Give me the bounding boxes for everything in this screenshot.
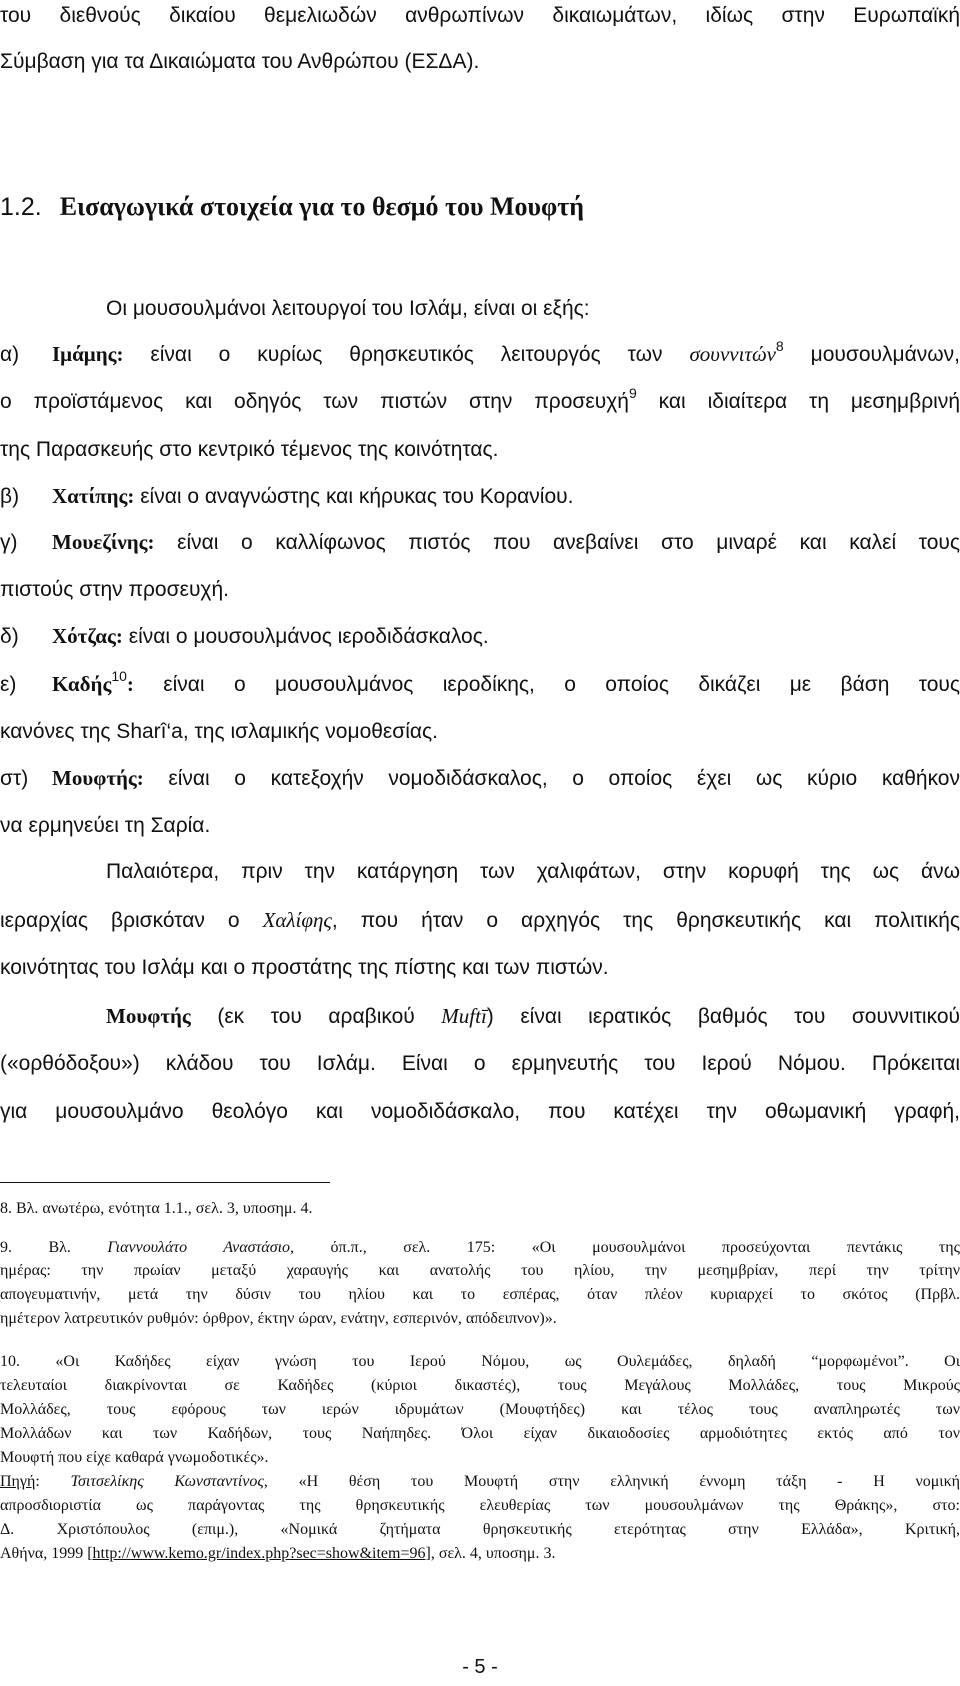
- footnote-10-line-2: τελευταίοι διακρίνονται σε Καδήδες (κύριοι δικαστές), τους Μεγάλους Μολλάδες, τους Μικρούς: [0, 1377, 960, 1394]
- footnote-ref-9: 9: [628, 385, 637, 401]
- footnote-10-line-1: 10. «Οι Καδήδες είχαν γνώση του Ιερού Νόμου, ως Ουλεμάδες, δηλαδή “μορφωμένοι”. Οι: [0, 1353, 960, 1370]
- item-imam-line-3: της Παρασκευής στο κεντρικό τέμενος της κοινότητας.: [0, 438, 499, 461]
- item-term: Καδής: [52, 672, 112, 696]
- term-mufti: Μουφτής: [106, 1004, 191, 1028]
- source-link[interactable]: http://www.kemo.gr/index.php?sec=show&item=96: [92, 1545, 426, 1562]
- para2-line-1: Μουφτής (εκ του αραβικού Muftī) είναι ιερατικός βαθμός του σουννιτικού: [106, 1004, 960, 1028]
- footnote-ref-10: 10: [111, 668, 127, 684]
- item-mufti-line-2: να ερμηνεύει τη Σαρία.: [0, 814, 211, 837]
- item-mufti-line-1: στ) Μουφτής: είναι ο κατεξοχήν νομοδιδάσκαλος, ο οποίος έχει ως κύριο καθήκον: [0, 766, 960, 790]
- section-heading: [0, 192, 584, 222]
- intro-line-1: του διεθνούς δικαίου θεμελιωδών ανθρωπίνων δικαιωμάτων, ιδίως στην Ευρωπαϊκή: [0, 4, 960, 27]
- page-number: - 5 -: [462, 1656, 498, 1678]
- item-tag: στ): [0, 767, 29, 790]
- item-kadi-line-2: κανόνες της Sharî‘a, της ισλαμικής νομοθεσίας.: [0, 720, 439, 743]
- item-khatib: β) Χατίπης: είναι ο αναγνώστης και κήρυκας του Κορανίου.: [0, 484, 574, 508]
- item-term: Ιμάμης:: [52, 342, 124, 366]
- footnote-10-line-3: Μολλάδες, τους εφόρους των ιερών ιδρυμάτων (Μουφτήδες) και τέλος τους αναπληρωτές των: [0, 1401, 960, 1418]
- lead-sentence: Οι μουσουλμάνοι λειτουργοί του Ισλάμ, είναι οι εξής:: [106, 297, 590, 320]
- item-term: Χατίπης:: [52, 484, 135, 508]
- para1-line-1: Παλαιότερα, πριν την κατάργηση των χαλιφάτων, στην κορυφή της ως άνω: [106, 860, 960, 883]
- para2-line-2: («ορθόδοξου») κλάδου του Ισλάμ. Είναι ο ερμηνευτής του Ιερού Νόμου. Πρόκειται: [0, 1052, 960, 1075]
- item-tag: δ): [0, 625, 19, 648]
- item-term: Χότζας:: [52, 624, 123, 648]
- footnote-10-line-7: απροσδιοριστία ως παράγοντας της θρησκευτικής ελευθερίας των μουσουλμάνων της Θράκης», στο:: [0, 1497, 960, 1514]
- footnote-10-line-8: Δ. Χριστόπουλος (επιμ.), «Νομικά ζητήματα θρησκευτικής ετερότητας στην Ελλάδα», Κριτική,: [0, 1521, 960, 1538]
- footnote-separator: [0, 1182, 330, 1183]
- item-tag: ε): [0, 673, 17, 696]
- footnote-9-line-4: ημέτερον λατρευτικόν ρυθμόν: όρθρον, έκτην ώραν, ενάτην, εσπερινόν, απόδειπνον)».: [0, 1310, 557, 1327]
- para2-line-3: για μουσουλμάνο θεολόγο και νομοδιδάσκαλο, που κατέχει την οθωμανική γραφή,: [0, 1100, 960, 1123]
- para1-line-2: ιεραρχίας βρισκόταν ο Χαλίφης, που ήταν ο αρχηγός της θρησκευτικής και πολιτικής: [0, 908, 960, 932]
- source-label: Πηγή: [0, 1473, 36, 1490]
- footnote-10-line-6: Πηγή: Τσιτσελίκης Κωνσταντίνος, «Η θέση του Μουφτή στην ελληνική έννομη τάξη - Η νομική: [0, 1473, 960, 1490]
- footnote-ref-8: 8: [775, 338, 784, 354]
- footnote-9-line-2: ημέρας: την πρωίαν μεταξύ χαραυγής και ανατολής του ηλίου, την μεσημβρίαν, περί την τρίτην: [0, 1262, 960, 1279]
- item-imam-line-2: ο προϊστάμενος και οδηγός των πιστών στην προσευχή$^9$ και ιδιαίτερα τη μεσημβρινή: [0, 385, 960, 413]
- item-muezzin-line-1: γ) Μουεζίνης: είναι ο καλλίφωνος πιστός που ανεβαίνει στο μιναρέ και καλεί τους: [0, 530, 960, 554]
- item-kadi-line-1: ε) Καδής$^{10}$: είναι ο μουσουλμάνος ιεροδίκης, ο οποίος δικάζει με βάση τους: [0, 668, 960, 696]
- footnote-8: 8. Βλ. ανωτέρω, ενότητα 1.1., σελ. 3, υποσημ. 4.: [0, 1200, 313, 1217]
- item-term: Μουφτής:: [52, 766, 144, 790]
- para1-line-3: κοινότητας του Ισλάμ και ο προστάτης της πίστης και των πιστών.: [0, 956, 609, 979]
- item-muezzin-line-2: πιστούς στην προσευχή.: [0, 578, 229, 601]
- footnote-10-line-5: Μουφτή που είχε καθαρά γνωμοδοτικές».: [0, 1449, 269, 1466]
- footnote-9-line-3: απογευματινήν, μετά την δύσιν του ηλίου και το εσπέρας, όταν πλέον κυριαρχεί το σκότος (Πρβλ.: [0, 1286, 960, 1303]
- intro-line-2: Σύμβαση για τα Δικαιώματα του Ανθρώπου (ΕΣΔΑ).: [0, 50, 480, 73]
- footnote-9-line-1: 9. Βλ. Γιαννουλάτο Αναστάσιο, όπ.π., σελ. 175: «Οι μουσουλμάνοι προσεύχονται πεντάκις της: [0, 1239, 960, 1256]
- item-tag: γ): [0, 531, 18, 554]
- footnote-10-line-9: Αθήνα, 1999 [http://www.kemo.gr/index.php?sec=show&item=96], σελ. 4, υποσημ. 3.: [0, 1545, 556, 1562]
- section-title: Εισαγωγικά στοιχεία για το θεσμό του Μουφτή: [59, 192, 584, 221]
- item-tag: β): [0, 485, 20, 508]
- section-number: 1.2.: [0, 193, 42, 221]
- footnote-10-line-4: Μολλάδων και των Καδήδων, τους Ναήπηδες. Όλοι είχαν δικαιοδοσίες αρμοδιότητες εκτός από τον: [0, 1425, 960, 1442]
- item-hodja: δ) Χότζας: είναι ο μουσουλμάνος ιεροδιδάσκαλος.: [0, 624, 489, 648]
- item-imam-line-1: α) Ιμάμης: είναι ο κυρίως θρησκευτικός λειτουργός των σουννιτών$^8$ μουσουλμάνων,: [0, 338, 960, 366]
- item-tag: α): [0, 343, 20, 366]
- item-term: Μουεζίνης:: [52, 530, 155, 554]
